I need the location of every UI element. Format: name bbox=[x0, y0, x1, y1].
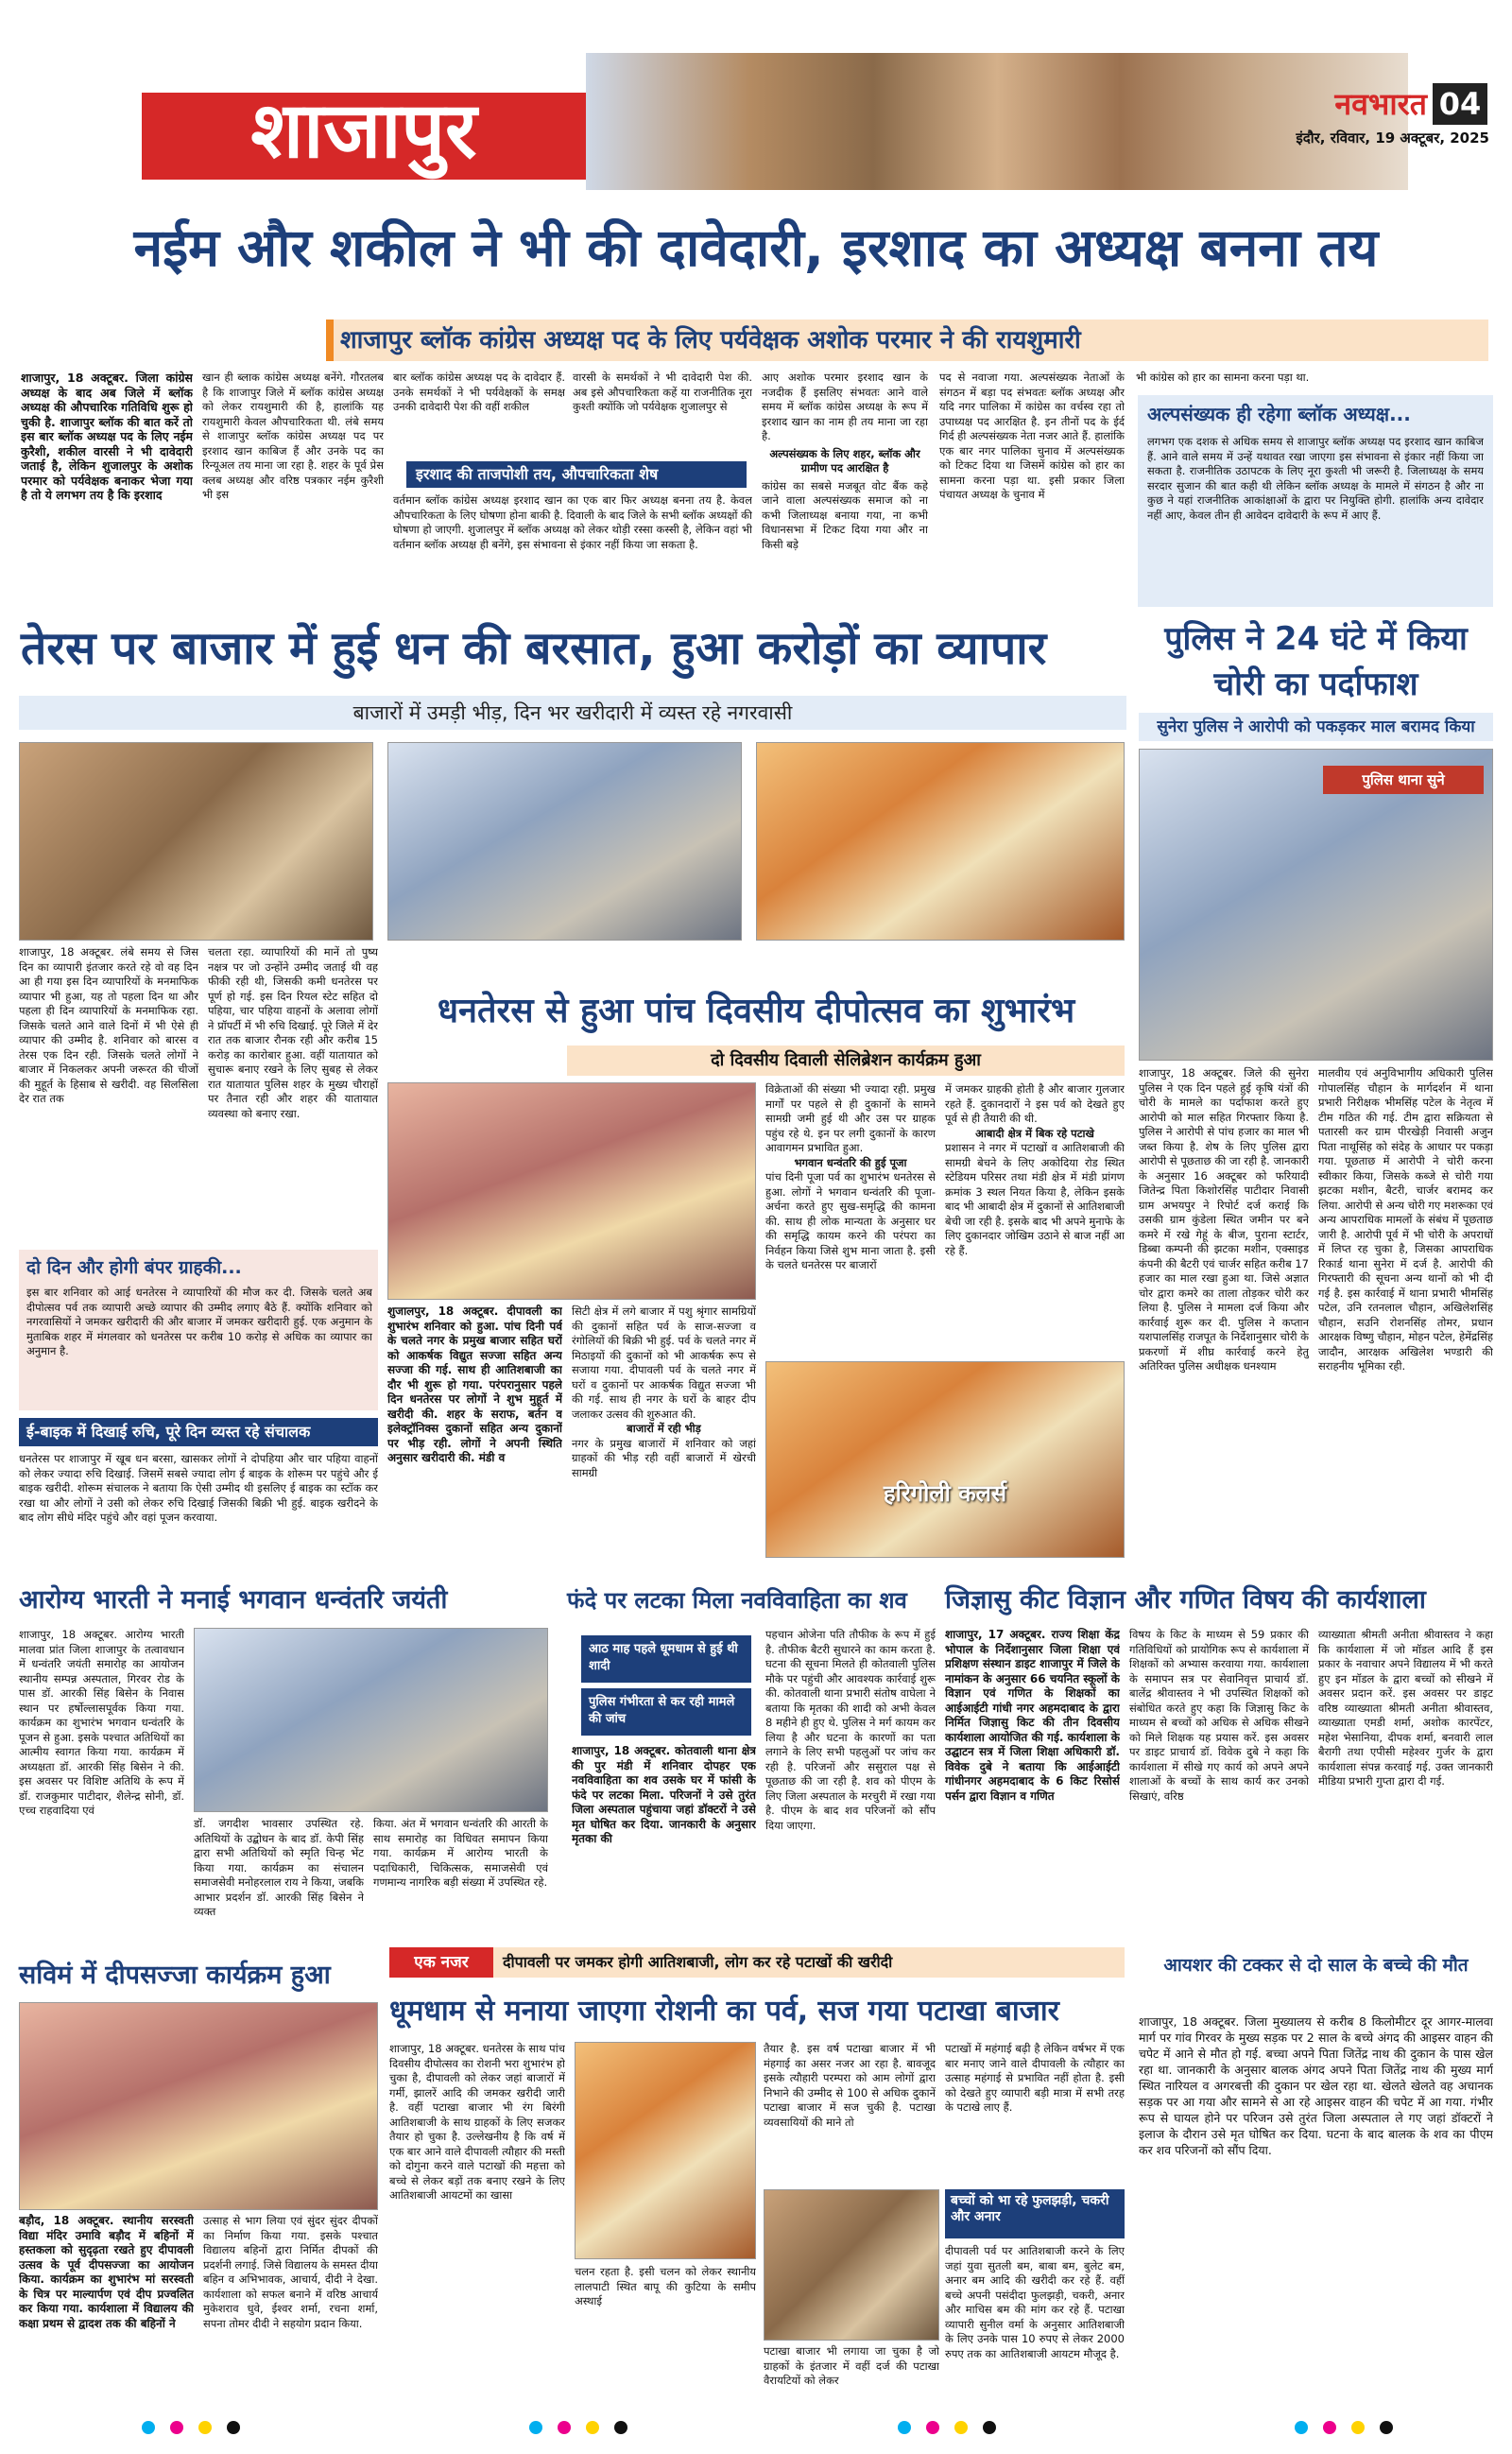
deepotsav-col-3 bbox=[765, 1082, 936, 1357]
lead-col-5 bbox=[762, 371, 928, 607]
science-headline: जिज्ञासु कीट विज्ञान और गणित विषय की कार्यशाला bbox=[945, 1585, 1426, 1615]
lead-col-4: वारसी के समर्थकों ने भी दावेदारी पेश की. अब इसे औपचारिकता कहें या राजनीतिक नूरा कुश्ती क्योंकि जो पर्यवेक्षक शुजालपुर से bbox=[573, 371, 752, 413]
theft-photo-sign: पुलिस थाना सुने bbox=[1323, 766, 1484, 794]
black-mark bbox=[227, 2421, 240, 2434]
yellow-mark bbox=[198, 2421, 212, 2434]
dhanteras-subhead: बाजारों में उमड़ी भीड़, दिन भर खरीदारी में व्यस्त रहे नगरवासी bbox=[352, 701, 793, 724]
lead-col-6: पद से नवाजा गया. अल्पसंख्यक नेताओं के संगठन में बड़ा पद संभवतः ब्लॉक अध्यक्ष और यदि नगर पालिका में कांग्रेस का वर्चस्व रहा तो उपाध्यक्ष पद आरक्षित है. इन तीनों पद के ईर्द गिर्द ही अल्पसंख्यक नेता नजर आते हैं. हालांकि एक बार नगर पालिका चुनाव में अल्पसंख्यक को टिकट दिया था जिसमें कांग्रेस को हार का सामना करना पड़ा था. इसी प्रकार जिला पंचायत अध्यक्ष के चुनाव में bbox=[939, 371, 1125, 501]
firecracker-col-1: शाजापुर, 18 अक्टूबर. धनतेरस के साथ पांच दिवसीय दीपोत्सव का रोशनी भरा शुभारंभ हो चुका है, दीपावली को लेकर जहां बाजारों में गर्मी, झालरें आदि की जमकर खरीदी जारी है. वहीं पटाखा बाजार भी रंग बिरंगी आतिशबाजी के साथ ग्राहकों के लिए सजकर तैयार हो चुका है. उल्लेखनीय है कि वर्ष में एक बार आने वाले दीपावली त्यौहार की मस्ती को दोगुना करने वाले पटाखों की महत्ता को बच्चे से लेकर बड़ों तक बनाए रखने के लिए आतिशबाजी आयटमों का खासा bbox=[389, 2042, 565, 2202]
deepotsav-col-2-sub: बाजारों में रही भीड़ bbox=[627, 1422, 701, 1435]
black-mark bbox=[1380, 2421, 1393, 2434]
saviam-photo bbox=[19, 2002, 378, 2210]
noose-col-2: पहचान ओजेना पति तौफीक के रूप में हुई है. तौफीक बैटरी सुधारने का काम करता है. घटना की सूचना मिलते ही कोतवाली पुलिस मौके पर पहुंची और आवश्यक कार्रवाई शुरू की. कोतवाली थाना प्रभारी संतोष वाघेला ने बताया कि मृतका की शादी को अभी केवल 8 महीने ही हुए थे. पुलिस ने मर्ग कायम कर लिया है और घटना के कारणों का पता लगाने के लिए सभी पहलुओं पर जांच कर रही है. परिजनों और ससुराल पक्ष से पूछताछ की जा रही है. शव को पीएम के लिए जिला अस्पताल के मरचुरी में रखा गया है. पीएम के बाद शव परिजनों को सौंप दिया जाएगा. bbox=[765, 1628, 936, 1832]
firecracker-col-2: तैयार है. इस वर्ष पटाखा बाजार में भी मंहगाई का असर नजर आ रहा है. बावजूद इसके त्यौहारी परम्परा को आम लोगों द्वारा निभाने की उम्मीद से 100 से अधिक दुकानें पटाखा बाजार में सज चुकी है. पटाखा व्यवसायियों की माने तो bbox=[764, 2042, 936, 2129]
cyan-mark bbox=[142, 2421, 155, 2434]
science-col-1: शाजापुर, 17 अक्टूबर. राज्य शिक्षा केंद्र भोपाल के निर्देशानुसार जिला शिक्षा एवं प्रशिक्षण संस्थान डाइट शाजापुर में जिले के नामांकन के अनुसार 66 चयनित स्कूलों के विज्ञान एवं गणित के शिक्षकों का आईआईटी गांधी नगर अहमदाबाद के द्वारा निर्मित जिज्ञासु किट की तीन दिवसीय कार्यशाला आयोजित की गई. कार्यशाला के उद्घाटन सत्र में जिला शिक्षा अधिकारी डॉ. विवेक दुबे ने बताया कि आईआईटी गांधीनगर अहमदाबाद के 6 किट रिसोर्स पर्सन द्वारा विज्ञान व गणित bbox=[945, 1628, 1120, 1803]
dhanteras-box-1-title: दो दिन और होगी बंपर ग्राहकी... bbox=[26, 1257, 242, 1278]
firecracker-box-text: दीपावली पर्व पर आतिशबाजी करने के लिए जहां युवा सुतली बम, बाबा बम, बुलेट बम, अनार बम आदि की खरीदी कर रहे हैं. वहीं बच्चे अपनी पसंदीदा फुलझड़ी, चकरी, अनार और माचिस बम की मांग कर रहे हैं. पटाखा व्यापारी सुनील वर्मा के अनुसार आतिशबाजी के लिए उनके पास 10 रुपए से लेकर 2000 रुपए तक का आतिशबाजी आयटम मौजूद है. bbox=[945, 2244, 1125, 2360]
black-mark bbox=[614, 2421, 627, 2434]
arogya-col-3: किया. अंत में भगवान धन्वंतरि की आरती के साथ समारोह का विधिवत समापन किया गया. कार्यक्रम में आरोग्य भारती के पदाधिकारी, चिकित्सक, समाजसेवी एवं गणमान्य नागरिक बड़ी संख्या में उपस्थित रहे. bbox=[373, 1817, 548, 1889]
dhanteras-headline: तेरस पर बाजार में हुई धन की बरसात, हुआ करोड़ों का व्यापार bbox=[21, 622, 1047, 675]
theft-photo bbox=[1139, 749, 1493, 1061]
masthead-photo-collage bbox=[586, 53, 1408, 190]
arogya-col-1: शाजापुर, 18 अक्टूबर. आरोग्य भारती मालवा प्रांत जिला शाजापुर के तत्वावधान में धन्वंतरि जयंती समारोह का आयोजन स्थानीय सम्पन्न अस्पताल, गिरवर रोड के पास डॉ. आरकी सिंह बिसेन के निवास स्थान पर हर्षोल्लासपूर्वक किया गया. कार्यक्रम का शुभारंभ भगवान धन्वंतरि के पूजन से हुआ. इसके पश्चात अतिथियों का आत्मीय स्वागत किया गया. कार्यक्रम में अध्यक्षता डॉ. आरकी सिंह बिसेन ने की. इस अवसर पर विशिष्ट अतिथि के रूप में डॉ. राजकुमार पाटीदार, शैलेन्द्र सोनी, डॉ. एच्च राहवादिया एवं bbox=[19, 1628, 184, 1817]
noose-headline: फंदे पर लटका मिला नवविवाहिता का शव bbox=[567, 1587, 907, 1614]
dhanteras-col-2: चलता रहा. व्यापारियों की मानें तो पुष्य नक्षत्र पर जो उन्होंने उम्मीद जताई थी वह फीकी रही थी, जिसकी कमी धनतेरस पर पूर्ण हो गई. इस दिन रियल स्टेट सहित दो पहिया, चार पहिया वाहनों के अलावा लोगों ने प्रॉपर्टी में भी रुचि दिखाई. पूरे जिले में देर रात तक बाजार रौनक रही और करीब 15 करोड़ का कारोबार हुआ. वहीं यातायात को सुचारू बनाए रखने के लिए सुबह से लेकर रात यातायात पुलिस शहर के मुख्य चौराहों पर तैनात रही और शहर की यातायात व्यवस्था को बनाए रखा. bbox=[208, 945, 378, 1120]
dhanteras-photo-shop bbox=[756, 742, 1125, 941]
deepotsav-photo-sign: हरिगोली कलर्स bbox=[883, 1480, 1007, 1507]
firecracker-photo-shop bbox=[764, 2189, 939, 2341]
lead-subhead: शाजापुर ब्लॉक कांग्रेस अध्यक्ष पद के लिए पर्यवेक्षक अशोक परमार ने की रायशुमारी bbox=[340, 326, 1081, 354]
accident-col-1: शाजापुर, 18 अक्टूबर. जिला मुख्यालय से करीब 8 किलोमीटर दूर आगर-मालवा मार्ग पर गांव गिरवर के मुख्य सड़क पर 2 साल के बच्चे अंगद की आइसर वाहन की चपेट में आने से मौत हो गई. बच्चा अपने पिता जितेंद्र नाथ की दुकान के पास खेल रहा था. जानकारी के अनुसार बालक अंगद अपने पिता जितेंद्र नाथ की मुख्य मार्ग स्थित नारियल व अगरबत्ती की दुकान पर खेल रहा था. खेलते खेलते वह अचानक सड़क पर आ गया और सामने से आ रहे आइसर वाहन की चपेट में आ गया. गंभीर रूप से घायल होने पर परिजन उसे तुरंत जिला अस्पताल ले गए जहां डॉक्टरों ने इलाज के दौरान उसे मृत घोषित कर दिया. घटना के बाद बालक के शव का पीएम कर शव परिजनों को सौंप दिया. bbox=[1139, 2014, 1493, 2157]
deepotsav-col-2-text: सिटी क्षेत्र में लगे बाजार में पशु श्रृंगार सामग्रियों की दुकानों सहित पर्व के साज-सज्जा व रंगोलियों की बिक्री भी हुई. पर्व के चलते नगर में मिठाइयों की दुकानों को भी आकर्षक रूप से सजाया गया. दीपावली पर्व के चलते नगर में घरों व दुकानों पर आकर्षक विद्युत सज्जा भी की गई. साथ ही नगर के घरों के बाहर दीप जलाकर उत्सव की शुरुआत की. bbox=[572, 1305, 756, 1421]
firecracker-photo-caption-2: पटाखा बाजार भी लगाया जा चुका है जो ग्राहकों के इंतजार में वहीं दर्ज की पटाखा वैरायटियों को लेकर bbox=[764, 2344, 939, 2387]
deepotsav-col-4-text: में जमकर ग्राहकी होती है और बाजार गुलजार रहते हैं. दुकानदारों ने इस पर्व को देखते हुए पूर्व से ही तैयारी की थी. bbox=[945, 1082, 1125, 1125]
arogya-headline: आरोग्य भारती ने मनाई भगवान धन्वंतरि जयंती bbox=[19, 1585, 448, 1615]
saviam-col-1: बड़ौद, 18 अक्टूबर. स्थानीय सरस्वती विद्या मंदिर उमावि बड़ौद में बहिनों में हस्तकला को सुदृढ़ता रखते हुए दीपावली उत्सव के पूर्व दीपसज्जा का आयोजन किया. कार्यक्रम का शुभारंभ मां सरस्वती के चित्र पर माल्यार्पण एवं दीप प्रज्वलित कर किया गया. कार्यशाला में विद्यालय की कक्षा प्रथम से द्वादश तक की बहिनों ने bbox=[19, 2214, 194, 2330]
lead-headline: नईम और शकील ने भी की दावेदारी, इरशाद का अध्यक्ष बनना तय bbox=[133, 217, 1379, 278]
cyan-mark bbox=[1295, 2421, 1308, 2434]
deepotsav-col-2 bbox=[572, 1305, 756, 1558]
cyan-mark bbox=[898, 2421, 911, 2434]
dhanteras-box-1-text: इस बार शनिवार को आई धनतेरस ने व्यापारियों की मौज कर दी. जिसके चलते अब दीपोत्सव पर्व तक व्यापारी अच्छे व्यापार की उम्मीद लगाए बैठे हैं. क्योंकि शनिवार को नगरवासियों ने जमकर खरीदारी की और बाजार में जमकर खरीदारी हुई. एक अनुमान के मुताबिक शहर में मंगलवार को धनतेरस पर करीब 10 करोड़ से अधिक का व्यापार का अनुमान है. bbox=[26, 1286, 372, 1357]
magenta-mark bbox=[558, 2421, 571, 2434]
masthead-city-title: शाजापुर bbox=[250, 86, 477, 176]
masthead bbox=[0, 0, 1512, 194]
lead-box-text: वर्तमान ब्लॉक कांग्रेस अध्यक्ष इरशाद खान का एक बार फिर अध्यक्ष बनना तय है. केवल औपचारिकता के लिए घोषणा होना बाकी है. दिवाली के बाद जिले के सभी ब्लॉक अध्यक्षों की घोषणा हो जाएगी. शुजालपुर में ब्लॉक अध्यक्ष को लेकर थोड़ी रस्सा कस्सी है, लेकिन वहां भी वर्तमान ब्लॉक अध्यक्ष ही बनेंगे, इस संभावना से इंकार नहीं किया जा सकता है. bbox=[393, 493, 752, 551]
cyan-mark bbox=[529, 2421, 542, 2434]
masthead-dateline: इंदौर, रविवार, 19 अक्टूबर, 2025 bbox=[1296, 130, 1489, 147]
masthead-paper-name: नवभारत bbox=[1334, 86, 1427, 122]
magenta-mark bbox=[170, 2421, 183, 2434]
deepotsav-col-3-sub: भगवान धन्वंतरि की हुई पूजा bbox=[794, 1155, 907, 1169]
firecracker-tag-text: दीपावली पर जमकर होगी आतिशबाजी, लोग कर रहे पटाखों की खरीदी bbox=[493, 1947, 1125, 1978]
lead-box-title: इरशाद की ताजपोशी तय, औपचारिकता शेष bbox=[406, 461, 747, 488]
lead-side-title: अल्पसंख्यक ही रहेगा ब्लॉक अध्यक्ष... bbox=[1147, 403, 1411, 425]
deepotsav-subhead: दो दिवसीय दिवाली सेलिब्रेशन कार्यक्रम हुआ bbox=[567, 1046, 1125, 1076]
black-mark bbox=[983, 2421, 996, 2434]
firecracker-photo-stall bbox=[575, 2042, 756, 2259]
dhanteras-col-1: शाजापुर, 18 अक्टूबर. लंबे समय से जिस दिन का व्यापारी इंतजार करते रहे वो वह दिन आ ही गया इस दिन व्यापारियों के मनमाफिक व्यापार भी हुआ, यह तो पहला दिन था और पहला ही दिन व्यापारियों के मनमाफिक रहा. जिसके चलते आने वाले दिनों में भी ऐसे ही व्यापार की उम्मीद है. शनिवार को बारस व तेरस एक दिन रही. जिसके चलते लोगों ने बाजार में निकलकर अपनी जरूरत की चीजों की मुहूर्त के हिसाब से खरीदी. वह सिलसिला देर रात तक bbox=[19, 945, 198, 1105]
saviam-headline: सविमं में दीपसज्जा कार्यक्रम हुआ bbox=[19, 1961, 331, 1990]
lead-col-3: बार ब्लॉक कांग्रेस अध्यक्ष पद के दावेदार हैं. उनके समर्थकों ने भी पर्यवेक्षकों के समक्ष उनकी दावेदारी पेश की वहीं शकील bbox=[393, 371, 565, 413]
deepotsav-col-4 bbox=[945, 1082, 1125, 1357]
page-number: 04 bbox=[1433, 83, 1487, 125]
theft-col-1: शाजापुर, 18 अक्टूबर. जिले की सुनेरा पुलिस ने एक दिन पहले हुई कृषि यंत्रों की चोरी के मामले का पर्दाफाश करते हुए आरोपी को माल सहित गिरफ्तार किया है. पुलिस ने आरोपी से पांच हजार का माल भी जब्त किया है. शेष के लिए पुलिस द्वारा आरोपी से पूछताछ की जा रही है. जानकारी के अनुसार 16 अक्टूबर को फरियादी जितेन्द्र पिता किशोरसिंह पाटीदार निवासी ग्राम अभयपुर ने रिपोर्ट दर्ज कराई कि उसकी ग्राम कुंडेला स्थित जमीन पर बने कमरे में रखे गेहूं के बीज, पुराना स्टार्टर, डिब्बा कम्पनी की झटका मशीन, एक्साइड कंपनी की बैटरी एवं चार्जर सहित करीब 17 हजार का माल रखा हुआ था. जिसे अज्ञात चोर द्वारा कमरे का ताला तोड़कर चोरी कर लिया है. पुलिस ने मामला दर्ज किया और कार्रवाई शुरू कर दी. पुलिस ने कप्तान यशपालसिंह राजपूत के निर्देशानुसार चोरी के प्रकरणों में शीघ्र कार्रवाई करने हेतु अतिरिक्त पुलिस अधीक्षक धनश्याम bbox=[1139, 1066, 1309, 1373]
noose-box-1: आठ माह पहले धूमधाम से हुई थी शादी bbox=[581, 1635, 751, 1683]
firecracker-box-title: बच्चों को भा रहे फुलझड़ी, चकरी और अनार bbox=[945, 2189, 1125, 2238]
accident-headline: आयशर की टक्कर से दो साल के बच्चे की मौत bbox=[1163, 1955, 1469, 1976]
lead-col-5-text: आए अशोक परमार इरशाद खान के नजदीक हैं इसलिए संभवतः आने वाले समय में ब्लॉक कांग्रेस अध्यक्ष के रूप में इरशाद खान का नाम ही तय माना जा रहा है. bbox=[762, 371, 928, 442]
deepotsav-col-4-sub: आबादी क्षेत्र में बिक रहे पटाखे bbox=[975, 1126, 1094, 1140]
firecracker-photo-caption-1: चलन रहता है. इसी चलन को लेकर स्थानीय लालपाटी स्थित बापू की कुटिया के समीप अस्थाई bbox=[575, 2265, 756, 2307]
saviam-col-2: उत्साह से भाग लिया एवं सुंदर सुंदर दीपकों का निर्माण किया गया. इसके पश्चात विद्यालय बहिनों द्वारा निर्मित दीपकों की प्रदर्शनी लगाई. जिसे विद्यालय के समस्त दीया बहिन व अभिभावक, आचार्य, दीदी ने देखा. कार्यशाला को सफल बनाने में वरिष्ठ आचार्य मुकेशराव धुवे, ईश्वर शर्मा, रचना शर्मा, सपना तोमर दीदी ने सहयोग प्रदान किया. bbox=[203, 2214, 378, 2330]
dhanteras-photo-jewellery bbox=[387, 742, 742, 941]
theft-headline: पुलिस ने 24 घंटे में किया चोरी का पर्दाफाश bbox=[1164, 620, 1468, 703]
arogya-photo bbox=[194, 1628, 548, 1812]
science-col-3: व्याख्याता श्रीमती अनीता श्रीवास्तव ने कहा कि कार्यशाला में जो मॉडल आदि हैं इस प्रकार के नवाचार अपने विद्यालय में भी करते हुए इन मॉडल के द्वारा बच्चों को सीखने में अवसर प्रदान करें. इस अवसर पर डाइट वरिष्ठ व्याख्याता श्रीमती अनीता श्रीवास्तव, व्याख्याता एमडी शर्मा, अशोक कारपेंटर, महेश भेसानिया, दीपक शर्मा, बनवारी लाल बैरागी तथा एपीसी महेश्वर गुर्जर के द्वारा कार्यशाला संपन्न करवाई गई. उक्त जानकारी मीडिया प्रभारी गुप्ता द्वारा दी गई. bbox=[1318, 1628, 1493, 1788]
firecracker-headline: धूमधाम से मनाया जाएगा रोशनी का पर्व, सज गया पटाखा बाजार bbox=[389, 1995, 1059, 2028]
dhanteras-photo-market bbox=[19, 742, 373, 941]
theft-col-2: मालवीय एवं अनुविभागीय अधिकारी पुलिस गोपालसिंह चौहान के मार्गदर्शन में थाना प्रभारी निरीक्षक भीमसिंह पटेल के नेतृत्व में टीम गठित की गई. टीम द्वारा सक्रियता से पतारसी कर ग्राम पीरखेड़ी निवासी अजुन पिता नाथूसिंह को संदेह के आधार पर पकड़ा गया. पूछताछ में आरोपी ने चोरी करना स्वीकार किया, जिसके कब्जे से चोरी गया झटका मशीन, बैटरी, चार्जर बरामद कर लिया. आरोपी से अन्य चोरी गए मशरूका एवं अन्य आपराधिक मामलों के संबंध में पूछताछ जारी है. आरोपी पूर्व में भी चोरी के अपराधों में लिप्त रह चुका है, जिसका आपराधिक रिकार्ड थाना सुनेरा में दर्ज है. आरोपी की गिरफ्तारी की सूचना अन्य थानों को भी दी गई है. इस कार्रवाई में थाना प्रभारी भीमसिंह पटेल, उनि रतनलाल चौहान, अखिलेशसिंह चौहान, सउनि रोशनसिंह तोमर, प्रधान आरक्षक विष्णु चौहान, मोहन पटेल, हेमेंद्रसिंह जादौन, आरक्षक अखिलेश भण्डारी की सराहनीय भूमिका रही. bbox=[1318, 1066, 1493, 1373]
arogya-col-2: डॉ. जगदीश भावसार उपस्थित रहे. अतिथियों के उद्बोधन के बाद डॉ. केपी सिंह द्वारा सभी अतिथियों को स्मृति चिन्ह भेंट किया गया. कार्यक्रम का संचालन समाजसेवी मनोहरलाल राय ने किया, जबकि आभार प्रदर्शन डॉ. आरकी सिंह बिसेन ने व्यक्त bbox=[194, 1817, 364, 1918]
deepotsav-col-3-text: विक्रेताओं की संख्या भी ज्यादा रही. प्रमुख मार्गों पर पहले से ही दुकानों के सामने सामग्री जमी हुई थी और उस पर ग्राहक पहुंच रहे थे. इन पर लगी दुकानों के कारण आवागमन प्रभावित हुआ. bbox=[765, 1082, 936, 1154]
yellow-mark bbox=[586, 2421, 599, 2434]
magenta-mark bbox=[1323, 2421, 1336, 2434]
deepotsav-headline: धनतेरस से हुआ पांच दिवसीय दीपोत्सव का शुभारंभ bbox=[437, 992, 1075, 1030]
noose-box-2: पुलिस गंभीरता से कर रही मामले की जांच bbox=[581, 1688, 751, 1736]
firecracker-tag: एक नजर bbox=[389, 1947, 493, 1978]
yellow-mark bbox=[1351, 2421, 1365, 2434]
lead-col-5-sub: अल्पसंख्यक के लिए शहर, ब्लॉक और ग्रामीण पद आरक्षित है bbox=[769, 446, 920, 475]
lead-col-1: शाजापुर, 18 अक्टूबर. जिला कांग्रेस अध्यक्ष के बाद अब जिले में ब्लॉक अध्यक्ष की औपचारिक गतिविधि शुरू हो चुकी है. शाजापुर ब्लॉक की बात करें तो इस बार ब्लॉक अध्यक्ष पद के लिए नईम कुरैशी, शकील वारसी ने भी दावेदारी जताई है, लेकिन शुजालपुर के अशोक परमार को पर्यवेक्षक बनाकर भेजा गया है तो ये लगभग तय है कि इरशाद bbox=[21, 371, 193, 502]
firecracker-col-3: पटाखों में महंगाई बढ़ी है लेकिन वर्षभर में एक बार मनाए जाने वाले दीपावली के त्यौहार का उत्साह महंगाई से प्रभावित नहीं होता है. इसी को देखते हुए व्यापारी बड़ी मात्रा में सभी तरह के पटाखे लाए हैं. bbox=[945, 2042, 1125, 2114]
science-col-2: विषय के किट के माध्यम से 59 प्रकार की गतिविधियों को प्रायोगिक रूप से कार्यशाला में शिक्षकों को अभ्यास करवाया गया. कार्यशाला के समापन सत्र पर सेवानिवृत्त प्राचार्य डॉ. बालेंद्र श्रीवास्तव ने भी उपस्थित शिक्षकों को संबोधित करते हुए कहा कि जिज्ञासु किट के माध्यम से बच्चों को अधिक से अधिक सीखने को मिले शिक्षक यह प्रयास करें. इस अवसर पर डाइट प्राचार्य डॉ. विवेक दुबे ने कहा कि कार्यशाला में सीखे गए कार्य को अपने अपने शालाओं के बच्चों के साथ कार्य कर उनको सिखाएं, वरिष्ठ bbox=[1129, 1628, 1309, 1803]
deepotsav-col-3b-text: पांच दिनी पूजा पर्व का शुभारंभ धनतेरस से हुआ. लोगों ने भगवान धन्वंतरि की पूजा-अर्चना करते हुए सुख-समृद्धि की कामना की. साथ ही लोक मान्यता के अनुसार घर की समृद्धि कायम करने की परंपरा का निर्वहन किया जिसे शुभ माना जाता है. इसी के चलते धनतेरस पर बाजारों bbox=[765, 1170, 936, 1271]
theft-subhead: सुनेरा पुलिस ने आरोपी को पकड़कर माल बरामद किया bbox=[1139, 713, 1493, 741]
deepotsav-col-2b-text: नगर के प्रमुख बाजारों में शनिवार को जहां ग्राहकों की भीड़ रही वहीं बाजारों में खेरची सामग्री bbox=[572, 1436, 756, 1479]
noose-col-1: शाजापुर, 18 अक्टूबर. कोतवाली थाना क्षेत्र की पुर मंडी में शनिवार दोपहर एक नवविवाहिता का शव उसके घर में फांसी के फंदे पर लटका मिला. परिजनों ने उसे तुरंत जिला अस्पताल पहुंचाया जहां डॉक्टरों ने उसे मृत घोषित कर दिया. जानकारी के अनुसार मृतका की bbox=[572, 1744, 756, 1845]
deepotsav-photo-rangoli bbox=[765, 1361, 1125, 1558]
lead-col-5b-text: कांग्रेस का सबसे मजबूत वोट बैंक कहे जाने वाला अल्पसंख्यक समाज को ना कभी जिलाध्यक्ष बनाया गया, ना कभी विधानसभा में टिकट दिया गया और ना किसी बड़े bbox=[762, 478, 928, 551]
footer-print-marks bbox=[0, 2415, 1512, 2444]
lead-col-7: भी कांग्रेस को हार का सामना करना पड़ा था. bbox=[1136, 371, 1310, 384]
deepotsav-photo-event bbox=[387, 1082, 756, 1300]
dhanteras-box-2-title: ई-बाइक में दिखाई रुचि, पूरे दिन व्यस्त रहे संचालक bbox=[19, 1418, 378, 1446]
deepotsav-col-4b-text: प्रशासन ने नगर में पटाखों व आतिशबाजी की सामग्री बेचने के लिए अकोदिया रोड स्थित स्टेडियम परिसर तथा मंडी क्षेत्र में मंडी प्रांगण क्रमांक 3 स्थल नियत किया है, लेकिन इसके बाद भी आबादी क्षेत्र में दुकानों से आतिशबाजी बेची जा रही है. इसके बाद भी अपने मुनाफे के लिए दुकानदार जोखिम उठाने से बाज नहीं आ रहे हैं. bbox=[945, 1141, 1125, 1257]
lead-col-2: खान ही ब्लाक कांग्रेस अध्यक्ष बनेंगे. गौरतलब है कि शाजापुर जिले में ब्लॉक कांग्रेस अध्यक्ष को लेकर रायशुमारी की है, हालांकि यह रायशुमारी केवल औपचारिकता थी. लंबे समय से शाजापुर ब्लॉक कांग्रेस अध्यक्ष पद पर इरशाद खान काबिज हैं और उनके पद का रिन्यूअल तय माना जा रहा है. शहर के पूर्व प्रेस क्लब अध्यक्ष और वरिष्ठ पत्रकार नईम कुरैशी भी इस bbox=[202, 371, 384, 501]
magenta-mark bbox=[926, 2421, 939, 2434]
deepotsav-col-1: शुजालपुर, 18 अक्टूबर. दीपावली का शुभारंभ शनिवार को हुआ. पांच दिनी पर्व के चलते नगर के प्रमुख बाजार सहित घरों को आकर्षक विद्युत सज्जा सहित अन्य सज्जा की गई. साथ ही आतिशबाजी का दौर भी शुरू हो गया. परंपरानुसार पहले दिन धनतेरस पर लोगों ने शुभ मुहूर्त में खरीदी की. शहर के सराफ, बर्तन व इलेक्ट्रॉनिक्स दुकानों सहित अन्य दुकानों पर भीड़ रही. लोगों ने अपनी स्थिति अनुसार खरीदारी की. मंडी व bbox=[387, 1305, 562, 1464]
yellow-mark bbox=[954, 2421, 968, 2434]
lead-side-text: लगभग एक दशक से अधिक समय से शाजापुर ब्लॉक अध्यक्ष पद इरशाद खान काबिज हैं. आने वाले समय में उन्हें यथावत रखा जाएगा इस संभावना से इंकार नहीं किया जा सकता है. राजनीतिक उठापटक के लिए नूरा कुश्ती भी जरूरी है. जिलाध्यक्ष के समय सरदार सुजान की बात कही थी लेकिन ब्लॉक अध्यक्ष के मामले में संगठन है और ना कुछ ने यहां राजनीतिक आकांक्षाओं के द्वारा पर नियुक्ति होगी. हालांकि अन्य दावेदार नहीं आए, केवल तीन ही आवेदन दावेदारी के रूप में आए हैं. bbox=[1147, 435, 1484, 522]
dhanteras-box-2-text: धनतेरस पर शाजापुर में खूब धन बरसा, खासकर लोगों ने दोपहिया और चार पहिया वाहनों को लेकर ज्यादा रुचि दिखाई. जिसमें सबसे ज्यादा लोग ई बाइक के शोरूम पर पहुंचे और ई बाइक खरीदी. शोरूम संचालक ने बताया कि ऐसी उम्मीद थी इसलिए ई बाइक का स्टॉक कर रखा था और लोगों ने उसी को लेकर रुचि दिखाई जिसकी बिक्री भी हुई. बाइक खरीदने के बाद लोग सीधे मंदिर पहुंचे और वहां पूजन करवाया. bbox=[19, 1452, 378, 1524]
